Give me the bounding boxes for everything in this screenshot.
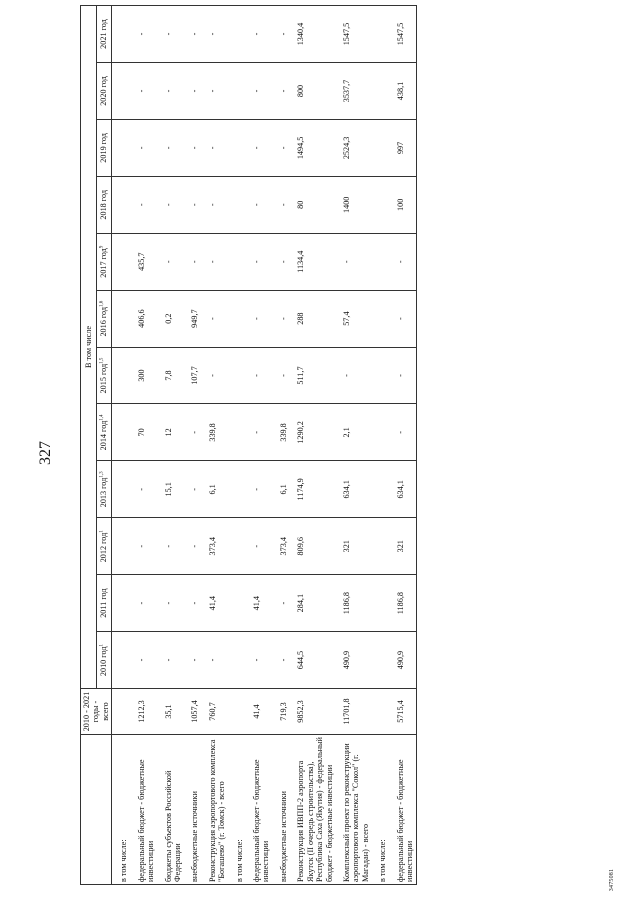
year-value-cell <box>112 461 130 518</box>
year-value-cell: - <box>245 632 272 689</box>
row-label: внебюджетные источники <box>183 735 200 885</box>
year-value-cell: 6,1 <box>201 461 228 518</box>
year-footnote-ref: 1,4 <box>99 414 105 421</box>
total-cell: 760,7 <box>201 689 228 735</box>
year-value-cell: - <box>130 518 157 575</box>
total-cell: 5715,4 <box>389 689 416 735</box>
year-value-cell <box>228 461 245 518</box>
year-value-cell: 339,8 <box>201 404 228 461</box>
row-label: в том числе: <box>112 735 130 885</box>
row-label: Реконструкция ИВПП-2 аэропорта Якутск (II очередь строительства), Республика Саха (Якутия) - федеральный бюджет - бюджетные инвестиции <box>289 735 335 885</box>
year-value-cell: 339,8 <box>272 404 289 461</box>
year-value-cell: - <box>245 63 272 120</box>
year-value-cell: 284,1 <box>289 575 335 632</box>
year-value-cell: 1340,4 <box>289 6 335 63</box>
table-row <box>130 6 157 885</box>
year-value-cell: - <box>245 290 272 347</box>
name-column-header <box>81 735 112 885</box>
year-value-cell: - <box>272 233 289 290</box>
year-value-cell: - <box>130 575 157 632</box>
year-value-cell <box>228 404 245 461</box>
year-label: 2011 год <box>99 588 109 618</box>
year-value-cell <box>228 347 245 404</box>
year-value-cell <box>371 6 388 63</box>
year-value-cell: - <box>183 233 200 290</box>
table-row <box>389 6 416 885</box>
year-value-cell: 80 <box>289 176 335 233</box>
year-value-cell: - <box>201 290 228 347</box>
year-value-cell: - <box>130 176 157 233</box>
year-value-cell <box>371 176 388 233</box>
year-value-cell <box>112 632 130 689</box>
year-value-cell: - <box>245 233 272 290</box>
year-value-cell <box>228 518 245 575</box>
year-value-cell: 321 <box>335 518 371 575</box>
year-value-cell: - <box>183 632 200 689</box>
year-value-cell <box>371 461 388 518</box>
year-value-cell <box>112 119 130 176</box>
year-value-cell <box>112 290 130 347</box>
year-value-cell: - <box>201 233 228 290</box>
table-body <box>112 6 416 885</box>
year-value-cell: - <box>157 575 184 632</box>
total-cell: 35,1 <box>157 689 184 735</box>
row-label: федеральный бюджет - бюджетные инвестиции <box>389 735 416 885</box>
total-cell: 41,4 <box>245 689 272 735</box>
year-value-cell: - <box>130 119 157 176</box>
year-value-cell <box>112 233 130 290</box>
year-value-cell <box>228 176 245 233</box>
year-value-cell <box>228 233 245 290</box>
year-value-cell: - <box>183 575 200 632</box>
year-value-cell: 997 <box>389 119 416 176</box>
year-header-8 <box>96 176 112 233</box>
year-value-cell: 15,1 <box>157 461 184 518</box>
year-value-cell: 2524,3 <box>335 119 371 176</box>
year-value-cell: 1547,5 <box>389 6 416 63</box>
year-value-cell: - <box>201 176 228 233</box>
year-value-cell: - <box>245 461 272 518</box>
year-value-cell: - <box>335 347 371 404</box>
year-value-cell <box>112 518 130 575</box>
year-value-cell: - <box>157 63 184 120</box>
year-value-cell: 373,4 <box>201 518 228 575</box>
year-value-cell: 800 <box>289 63 335 120</box>
year-value-cell <box>228 290 245 347</box>
year-value-cell: 41,4 <box>245 575 272 632</box>
year-value-cell <box>371 63 388 120</box>
year-footnote-ref: 1,5 <box>99 357 105 364</box>
year-value-cell: - <box>245 518 272 575</box>
year-header-11 <box>96 6 112 63</box>
row-label: внебюджетные источники <box>272 735 289 885</box>
year-value-cell: - <box>183 461 200 518</box>
year-footnote-ref: 1 <box>99 530 105 533</box>
year-value-cell: 490,9 <box>335 632 371 689</box>
year-value-cell: 634,1 <box>335 461 371 518</box>
year-value-cell: 809,6 <box>289 518 335 575</box>
year-value-cell: - <box>157 233 184 290</box>
year-footnote-ref: 1,3 <box>99 471 105 478</box>
year-label: 2015 год <box>99 363 109 394</box>
year-footnote-ref: 1 <box>99 644 105 647</box>
year-footnote-ref: 9 <box>99 245 105 249</box>
year-header-7 <box>96 233 112 290</box>
year-label: 2018 год <box>99 190 109 220</box>
total-cell: 719,3 <box>272 689 289 735</box>
year-value-cell <box>112 63 130 120</box>
group-header: В том числе <box>81 6 97 689</box>
total-cell: 11701,8 <box>335 689 371 735</box>
year-value-cell <box>371 404 388 461</box>
table-row <box>289 6 335 885</box>
year-value-cell: - <box>183 518 200 575</box>
year-value-cell: - <box>272 347 289 404</box>
year-value-cell: 511,7 <box>289 347 335 404</box>
year-value-cell: - <box>272 63 289 120</box>
total-cell: 1212,3 <box>130 689 157 735</box>
year-value-cell: 1400 <box>335 176 371 233</box>
year-value-cell: - <box>245 119 272 176</box>
year-header-6 <box>96 290 112 347</box>
year-value-cell: - <box>183 119 200 176</box>
year-label: 2012 год <box>99 532 109 563</box>
year-header-1 <box>96 575 112 632</box>
year-value-cell: 7,8 <box>157 347 184 404</box>
year-value-cell: - <box>272 6 289 63</box>
year-label: 2017 год <box>99 248 109 278</box>
table-row <box>183 6 200 885</box>
year-value-cell <box>371 119 388 176</box>
year-value-cell: - <box>201 632 228 689</box>
year-value-cell <box>371 290 388 347</box>
year-value-cell: - <box>272 575 289 632</box>
year-value-cell: - <box>335 233 371 290</box>
year-value-cell <box>371 518 388 575</box>
year-value-cell: 57,4 <box>335 290 371 347</box>
table-row <box>157 6 184 885</box>
year-value-cell: 949,7 <box>183 290 200 347</box>
year-value-cell <box>228 63 245 120</box>
table-row <box>228 6 245 885</box>
year-footnote-ref: 1,6 <box>99 300 105 307</box>
year-value-cell: 1547,5 <box>335 6 371 63</box>
year-value-cell: 1174,9 <box>289 461 335 518</box>
year-value-cell: 100 <box>389 176 416 233</box>
year-value-cell: 1134,4 <box>289 233 335 290</box>
year-value-cell: - <box>201 347 228 404</box>
year-value-cell: 1494,5 <box>289 119 335 176</box>
year-value-cell: 435,7 <box>130 233 157 290</box>
year-value-cell: - <box>201 6 228 63</box>
total-column-header: 2010 - 2021 годы - всего <box>81 689 112 735</box>
year-value-cell: - <box>272 119 289 176</box>
year-value-cell: - <box>389 233 416 290</box>
year-value-cell <box>228 575 245 632</box>
table-row <box>272 6 289 885</box>
year-value-cell <box>371 632 388 689</box>
year-value-cell <box>371 347 388 404</box>
row-label: в том числе: <box>371 735 388 885</box>
year-value-cell: 490,9 <box>389 632 416 689</box>
year-header-0 <box>96 632 112 689</box>
year-value-cell: - <box>157 176 184 233</box>
year-value-cell: - <box>389 347 416 404</box>
rotated-table-wrapper <box>80 5 610 885</box>
year-value-cell: - <box>183 176 200 233</box>
year-header-5 <box>96 347 112 404</box>
year-value-cell: - <box>183 63 200 120</box>
year-value-cell: - <box>245 404 272 461</box>
year-value-cell <box>228 6 245 63</box>
year-header-4 <box>96 404 112 461</box>
year-value-cell: 438,1 <box>389 63 416 120</box>
year-value-cell: 12 <box>157 404 184 461</box>
year-value-cell: - <box>183 6 200 63</box>
year-value-cell <box>228 632 245 689</box>
year-value-cell: 0,2 <box>157 290 184 347</box>
year-value-cell: - <box>245 347 272 404</box>
year-header-2 <box>96 518 112 575</box>
year-value-cell: 3537,7 <box>335 63 371 120</box>
year-value-cell: - <box>183 404 200 461</box>
year-value-cell: - <box>201 63 228 120</box>
year-label: 2014 год <box>99 420 109 451</box>
document-code: 3475081 <box>609 868 615 892</box>
year-value-cell: 1186,8 <box>335 575 371 632</box>
year-label: 2021 год <box>99 19 109 49</box>
total-cell <box>112 689 130 735</box>
year-value-cell: - <box>272 176 289 233</box>
year-value-cell: 321 <box>389 518 416 575</box>
investment-table <box>80 5 417 885</box>
row-label: бюджеты субъектов Российской Федерации <box>157 735 184 885</box>
year-label: 2019 год <box>99 133 109 163</box>
year-value-cell <box>228 119 245 176</box>
year-value-cell <box>112 404 130 461</box>
year-value-cell: 300 <box>130 347 157 404</box>
year-value-cell: 373,4 <box>272 518 289 575</box>
table-row <box>112 6 130 885</box>
table-row <box>335 6 371 885</box>
year-value-cell: - <box>389 290 416 347</box>
year-value-cell <box>112 6 130 63</box>
year-label: 2020 год <box>99 76 109 106</box>
row-label: Реконструкция аэропортового комплекса "Богашево" (г. Томск) - всего <box>201 735 228 885</box>
year-value-cell: - <box>245 176 272 233</box>
total-cell: 9852,3 <box>289 689 335 735</box>
year-value-cell: - <box>389 404 416 461</box>
table-row <box>201 6 228 885</box>
year-value-cell <box>371 575 388 632</box>
year-value-cell: - <box>130 6 157 63</box>
year-value-cell: 634,1 <box>389 461 416 518</box>
year-value-cell: 41,4 <box>201 575 228 632</box>
row-label: федеральный бюджет - бюджетные инвестиции <box>245 735 272 885</box>
row-label: Комплексный проект по реконструкции аэропортового комплекса "Сокол" (г. Магадан) - всего <box>335 735 371 885</box>
year-value-cell: 107,7 <box>183 347 200 404</box>
total-cell <box>371 689 388 735</box>
year-value-cell: - <box>130 461 157 518</box>
year-value-cell: 1186,8 <box>389 575 416 632</box>
page-number: 327 <box>37 441 54 465</box>
year-value-cell: - <box>272 632 289 689</box>
year-header-10 <box>96 63 112 120</box>
year-value-cell: 6,1 <box>272 461 289 518</box>
year-value-cell <box>112 347 130 404</box>
year-value-cell: 1290,2 <box>289 404 335 461</box>
year-value-cell: - <box>130 63 157 120</box>
year-value-cell: 406,6 <box>130 290 157 347</box>
year-label: 2010 год <box>99 646 109 677</box>
year-value-cell: - <box>130 632 157 689</box>
year-value-cell <box>371 233 388 290</box>
year-value-cell: 644,5 <box>289 632 335 689</box>
year-label: 2016 год <box>99 306 109 337</box>
year-value-cell: - <box>157 518 184 575</box>
row-label: в том числе: <box>228 735 245 885</box>
year-value-cell: - <box>157 119 184 176</box>
year-header-3 <box>96 461 112 518</box>
year-value-cell: - <box>157 632 184 689</box>
year-value-cell: - <box>157 6 184 63</box>
total-cell <box>228 689 245 735</box>
total-cell: 1057,4 <box>183 689 200 735</box>
year-value-cell <box>112 575 130 632</box>
table-row <box>371 6 388 885</box>
table-row <box>245 6 272 885</box>
row-label: федеральный бюджет - бюджетные инвестиции <box>130 735 157 885</box>
year-value-cell: - <box>272 290 289 347</box>
year-header-9 <box>96 119 112 176</box>
year-value-cell: 288 <box>289 290 335 347</box>
year-value-cell: 70 <box>130 404 157 461</box>
year-value-cell: 2,1 <box>335 404 371 461</box>
year-label: 2013 год <box>99 477 109 508</box>
year-value-cell <box>112 176 130 233</box>
year-value-cell: - <box>201 119 228 176</box>
year-value-cell: - <box>245 6 272 63</box>
